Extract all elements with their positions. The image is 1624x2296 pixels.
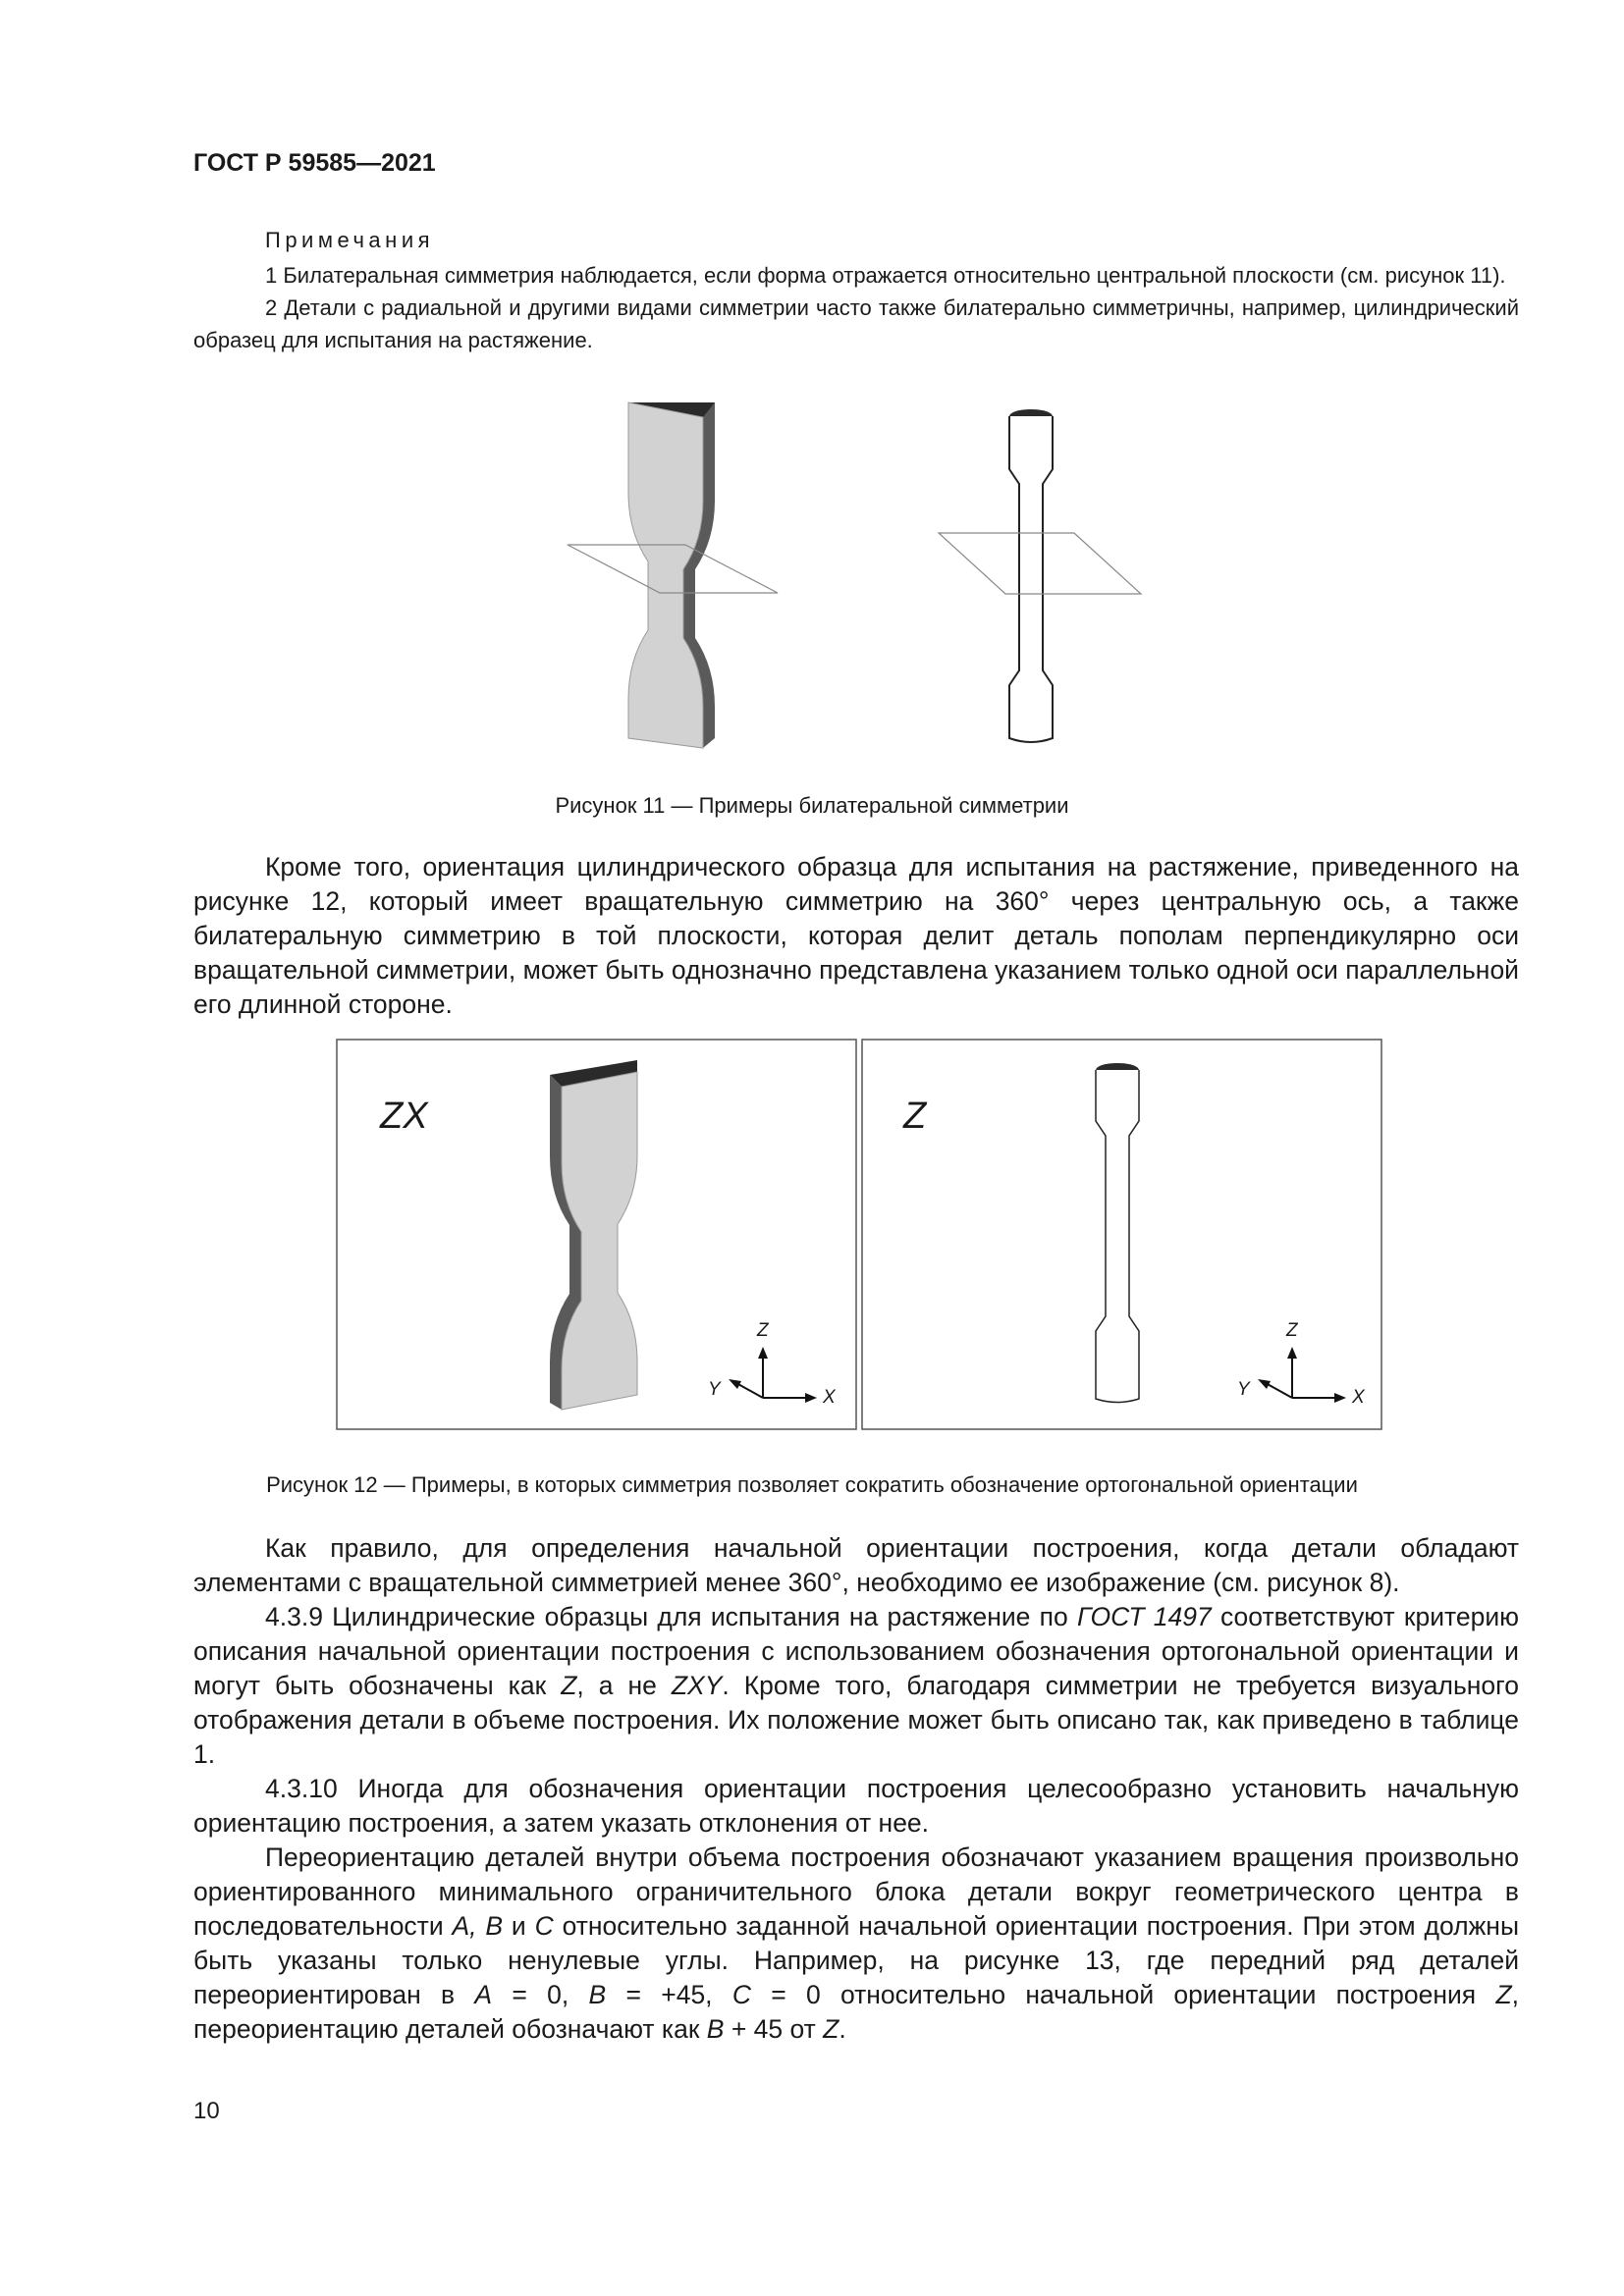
figure-12-left-label: ZX: [380, 1095, 428, 1137]
note-1: 1 Билатеральная симметрия наблюдается, если форма отражается относительно центральной плоскости (см. рисунок 11).: [265, 263, 1506, 288]
note-2: 2 Детали с радиальной и другими видами симметрии часто также билатерально симметричны, например, цилиндрический образец для испытания на растяжение.: [193, 295, 1519, 352]
axis-x-label-right: X: [1352, 1387, 1365, 1408]
paragraph-2: Как правило, для определения начальной ориентации построения, когда детали обладают элементами с вращательной симметрией менее 360°, необходимо ее изображение (см. рисунок 8).: [193, 1533, 1519, 1597]
page-number: 10: [193, 2098, 220, 2124]
notes-title: Примечания: [265, 228, 435, 252]
axis-y-label-right: Y: [1237, 1379, 1250, 1400]
paragraph-4: 4.3.10 Иногда для обозначения ориентации построения целесообразно установить начальную ориентацию построения, а затем указать отклонения от нее.: [193, 1774, 1519, 1838]
figure-11-caption: Рисунок 11 — Примеры билатеральной симметрии: [555, 793, 1069, 818]
body-text-block: [193, 1531, 1519, 2047]
notes-list: [193, 259, 1519, 356]
axis-triad-left: [729, 1347, 817, 1403]
round-specimen-figure-11: [939, 409, 1141, 742]
axis-x-label-left: X: [823, 1387, 836, 1408]
paragraph-1: Кроме того, ориентация цилиндрического образца для испытания на растяжение, приведенного на рисунке 12, который имеет вращательную симметрию на 360° через центральную ось, а также билатеральную симметрию в той плоскости, которая делит деталь пополам перпендикулярно оси вращательной симметрии, может быть однозначно представлена указанием только одной оси параллельной его длинной стороне.: [193, 852, 1519, 1019]
flat-specimen-figure-11: [568, 402, 778, 748]
axis-z-label-left: Z: [757, 1320, 769, 1341]
paragraph-3: 4.3.9 Цилиндрические образцы для испытания на растяжение по ГОСТ 1497 соответствуют критерию описания начальной ориентации построения с использованием обозначения ортогональной ориентации и могут быть обозначены как Z, а не ZXY. Кроме того, благодаря симметрии не требуется визуального отображения детали в объеме построения. Их положение может быть описано так, как приведено в таблице 1.: [193, 1602, 1519, 1769]
document-header: ГОСТ Р 59585—2021: [193, 149, 436, 177]
flat-specimen-figure-12: [550, 1060, 637, 1410]
round-specimen-figure-12: [1096, 1063, 1139, 1403]
axis-triad-right: [1258, 1347, 1346, 1403]
figure-12-right-label: Z: [903, 1095, 927, 1137]
axis-y-label-left: Y: [708, 1379, 721, 1400]
paragraph-5: Переориентацию деталей внутри объема построения обозначают указанием вращения произвольно ориентированного минимального ограничительного блока детали вокруг геометрического центра в последовательности А, В и С относительно заданной начальной ориентации построения. При этом должны быть указаны только ненулевые углы. Например, на рисунке 13, где передний ряд деталей переориентирован в А = 0, В = +45, С = 0 относительно начальной ориентации построения Z, переориентацию деталей обозначают как В + 45 от Z.: [193, 1842, 1519, 2044]
figure-12-right-frame: [862, 1040, 1381, 1429]
axis-z-label-right: Z: [1286, 1320, 1298, 1341]
figure-12-caption: Рисунок 12 — Примеры, в которых симметрия позволяет сократить обозначение ортогональной ориентации: [266, 1472, 1358, 1497]
paragraph-1-block: [193, 850, 1519, 1022]
